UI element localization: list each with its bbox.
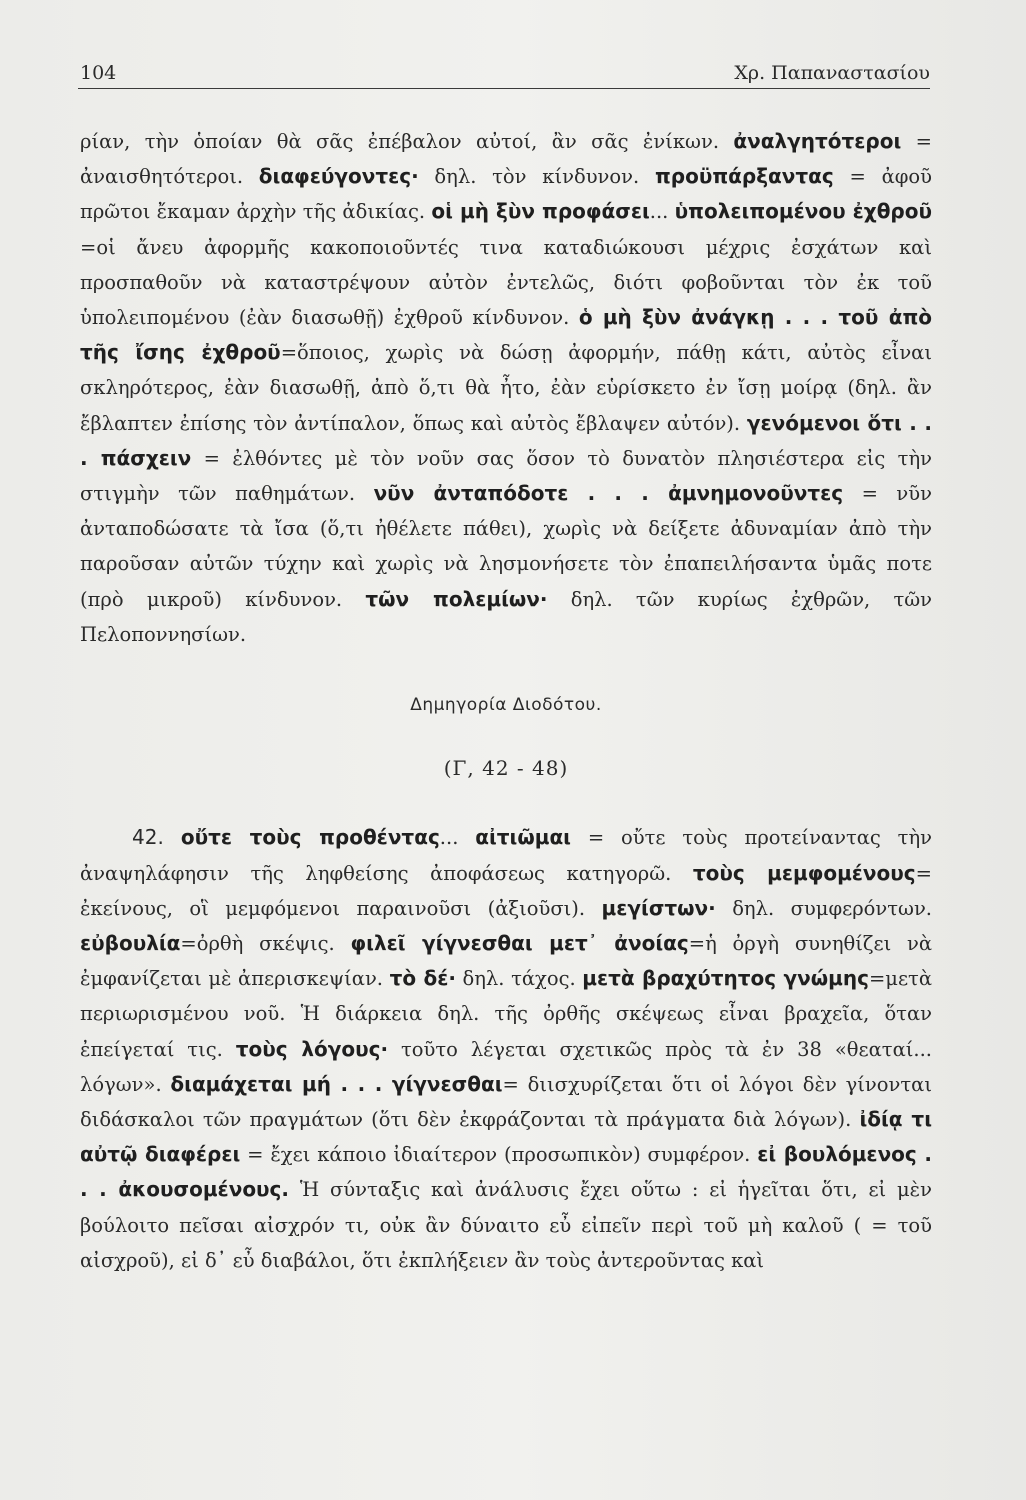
plain-text: =ὅποιος, χωρὶς νὰ δώσῃ ἀφορμήν, πάθῃ κάτι, αὐτὸς εἶναι σκληρότερος, ἐὰν διασωθῇ, ἀπὸ ὅ,τι θὰ ἦτο, ἐὰν εὑρίσκετο ἐν ἴσῃ μοίρᾳ (δηλ. ἂν ἔβλαπτεν ἐπίσης τὸν ἀντίπαλον, ὅπως καὶ αὐτὸς ἔβλαψεν αὐτόν).	[80, 341, 932, 435]
lemma: εὐβουλία	[80, 931, 181, 956]
plain-text: τοῦτο λέγεται σχετικῶς πρὸς τὰ ἐν 38 «θεαταί... λόγων».	[80, 1037, 932, 1096]
lemma: μεγίστων·	[601, 895, 716, 920]
plain-text: =μετὰ περιωρισμένου νοῦ. Ἡ διάρκεια δηλ. τῆς ὀρθῆς σκέψεως εἶναι βραχεῖα, ὅταν ἐπείγεταί τις.	[80, 967, 933, 1061]
plain-text: = ἐκείνους, οἳ μεμφόμενοι παραινοῦσι (ἀξιοῦσι).	[80, 861, 933, 920]
plain-text: = ἔχει κάποιο ἰδιαίτερον (προσωπικὸν) συμφέρον.	[240, 1143, 758, 1167]
lemma: ὁ μὴ ξὺν ἀνάγκῃ . . . τοῦ ἀπὸ τῆς ἴσης ἐχθροῦ	[80, 305, 933, 365]
plain-text: = νῦν ἀνταποδώσατε τὰ ἴσα (ὅ,τι ἠθέλετε πάθει), χωρὶς νὰ δείξετε ἀδυναμίαν ἀπὸ τὴν παροῦσαν αὐτῶν τύχην καὶ χωρὶς νὰ λησμονήσετε τὸν ἐπαπειλήσαντα ὑμᾶς ποτε (πρὸ μικροῦ) κίνδυνον.	[80, 482, 932, 611]
lemma: προϋπάρξαντας	[654, 164, 834, 189]
paragraph-number: 42.	[132, 825, 181, 850]
lemma: νῦν ἀνταπόδοτε . . . ἀμνημονοῦντες	[373, 481, 844, 506]
plain-text: δηλ. συμφερόντων.	[715, 896, 932, 920]
page-body	[80, 124, 932, 1278]
page-number: 104	[80, 62, 117, 84]
plain-text: ...	[649, 200, 675, 224]
plain-text: ρίαν, τὴν ὁποίαν θὰ σᾶς ἐπέβαλον αὐτοί, ἂν σᾶς ἐνίκων.	[80, 130, 734, 153]
lemma: μετὰ βραχύτητος γνώμης	[582, 966, 869, 991]
lemma: διαφεύγοντες·	[258, 164, 419, 189]
section-title: Δημηγορία Διοδότου.	[410, 695, 602, 716]
running-head	[78, 58, 930, 89]
lemma: οὔτε τοὺς προθέντας	[180, 825, 440, 850]
plain-text: =ὀρθὴ σκέψις.	[180, 932, 351, 956]
plain-text: δηλ. τάχος.	[455, 967, 583, 991]
lemma: τὸ δέ·	[389, 966, 456, 991]
lemma: ἰδίᾳ τι αὐτῷ διαφέρει	[80, 1107, 932, 1167]
lemma: ὑπολειπομένου ἐχθροῦ	[674, 199, 932, 224]
plain-text: Ἡ σύνταξις καὶ ἀνάλυσις ἔχει οὕτω : εἰ ἡγεῖται ὅτι, εἰ μὲν βούλοιτο πεῖσαι αἰσχρόν τι, οὐκ ἂν δύναιτο εὖ εἰπεῖν περὶ τοῦ μὴ καλοῦ ( = τοῦ αἰσχροῦ), εἰ δ᾽ εὖ διαβάλοι, ὅτι ἐκπλήξειεν ἂν τοὺς ἀντεροῦντας καὶ	[80, 1178, 932, 1272]
commentary-paragraph-42	[80, 820, 932, 1278]
lemma: φιλεῖ γίγνεσθαι μετ᾽ ἀνοίας	[350, 931, 689, 956]
lemma: εἰ βουλόμενος . . . ἀκουσομένους.	[80, 1142, 932, 1202]
plain-text: =ἡ ὀργὴ συνηθίζει νὰ ἐμφανίζεται μὲ ἀπερισκεψίαν.	[80, 932, 932, 991]
plain-text: = ἐλθόντες μὲ τὸν νοῦν σας ὅσον τὸ δυνατὸν πλησιέστερα εἰς τὴν στιγμὴν τῶν παθημάτων.	[80, 446, 933, 506]
lemma: αἰτιῶμαι	[475, 825, 571, 850]
lemma: οἱ μὴ ξὺν προφάσει	[431, 199, 650, 224]
plain-text: = οὔτε τοὺς προτείναντας τὴν ἀναψηλάφησιν τῆς ληφθείσης ἀποφάσεως κατηγορῶ.	[80, 826, 932, 885]
running-head-author: Χρ. Παπαναστασίου	[734, 62, 930, 84]
plain-text: δηλ. τῶν κυρίως ἐχθρῶν, τῶν Πελοποννησίων.	[80, 587, 932, 646]
section-reference: (Γ, 42 - 48)	[443, 756, 569, 781]
plain-text: = διισχυρίζεται ὅτι οἱ λόγοι δὲν γίνονται διδάσκαλοι τῶν πραγμάτων (ὅτι δὲν ἐκφράζονται τὰ πράγματα διὰ λόγων).	[80, 1072, 932, 1132]
lemma: ἀναλγητότεροι	[733, 129, 902, 153]
lemma: τοὺς λόγους·	[235, 1036, 389, 1061]
plain-text: = ἀναισθητότεροι.	[80, 130, 932, 189]
plain-text: δηλ. τὸν κίνδυνον.	[418, 165, 655, 189]
lemma: γενόμενοι ὅτι . . . πάσχειν	[80, 410, 932, 470]
lemma: τοὺς μεμφομένους	[692, 860, 916, 885]
plain-text: = ἀφοῦ πρῶτοι ἔκαμαν ἀρχὴν τῆς ἀδικίας.	[80, 165, 932, 224]
commentary-paragraph	[80, 124, 932, 652]
plain-text: =οἱ ἄνευ ἀφορμῆς κακοποιοῦντές τινα καταδιώκουσι μέχρις ἐσχάτων καὶ προσπαθοῦν νὰ καταστρέψουν αὐτὸν ἐντελῶς, διότι φοβοῦνται τὸν ἐκ τοῦ ὑπολειπομένου (ἐὰν διασωθῇ) ἐχθροῦ κίνδυνον.	[80, 235, 932, 330]
plain-text: ...	[439, 826, 476, 850]
lemma: τῶν πολεμίων·	[365, 586, 548, 611]
lemma: διαμάχεται μή . . . γίγνεσθαι	[170, 1071, 503, 1096]
